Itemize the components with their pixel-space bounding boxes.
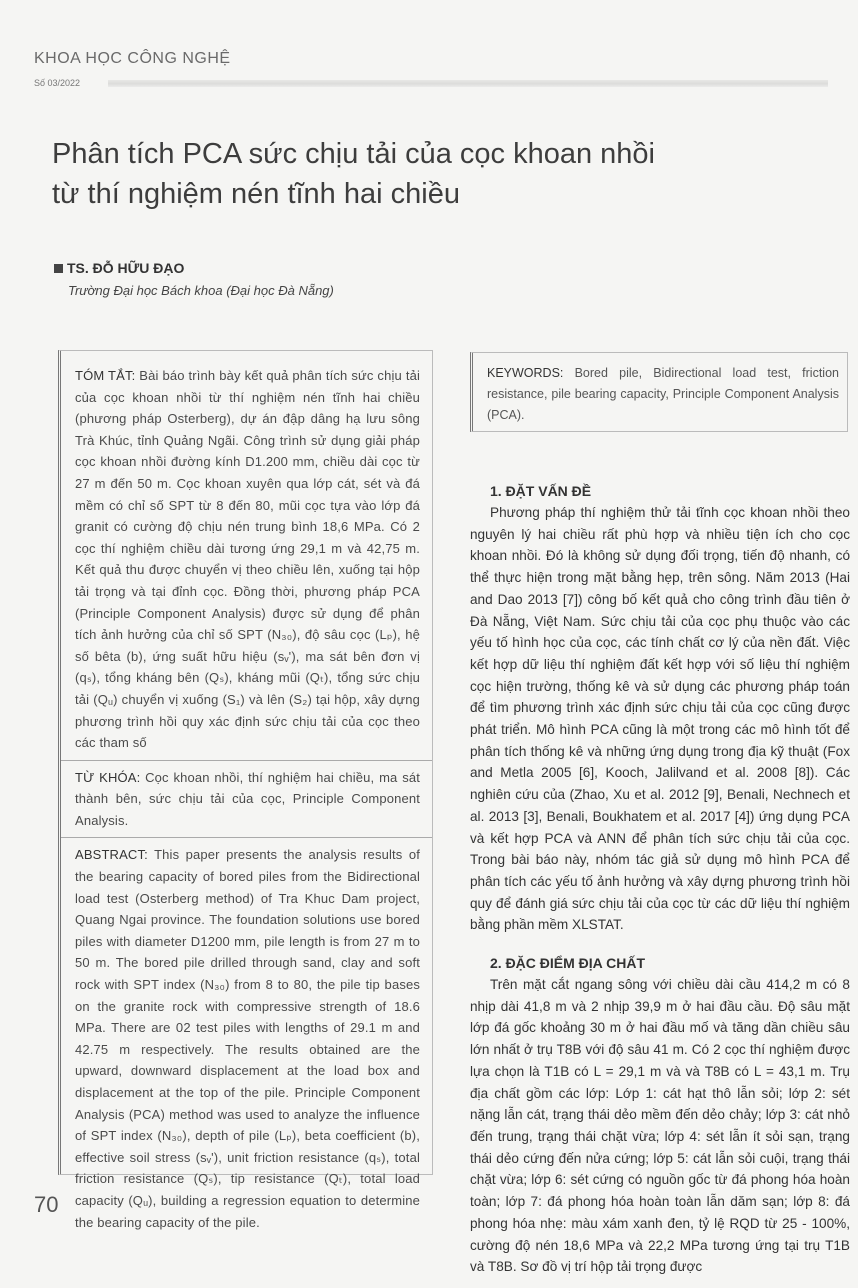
english-abstract [75, 844, 420, 1233]
divider [61, 760, 432, 761]
keywords-text: Bored pile, Bidirectional load test, friction resistance, pile bearing capacity, Principle Component Analysis (PCA). [487, 366, 839, 422]
section-paragraph: Phương pháp thí nghiệm thử tải tĩnh cọc khoan nhồi theo nguyên lý hai chiều rất phù hợp và nhiều tiện ích cho cọc khoan nhồi. Đó là không sử dụng đối trọng, tiến độ nhanh, có thể thực hiện trong mặt bằng hẹp, trên sông. Năm 2013 (Hai and Dao 2013 [7]) công bố kết quả cho công trình đầu tiên ở Đà Nẵng, Việt Nam. Sức chịu tải của cọc phụ thuộc vào các yếu tố hình học của cọc, các tính chất cơ lý của nền đất. Việc kết hợp dữ liệu thí nghiệm đất kết hợp với số liệu thí nghiệm cọc hiện trường, thống kê và sử dụng các phương pháp toán để tìm phương trình xác định sức chịu tải của cọc cũng được phát triển. Mô hình PCA cũng là một trong các mô hình tốt để phân tích thống kê và những ứng dụng trong địa kỹ thuật (Fox and Metla 2005 [6], Kooch, Jalilvand et al. 2008 [8]). Các nghiên cứu của (Zhao, Xu et al. 2012 [9], Benali, Nechnech et al. 2013 [3], Benali, Boukhatem et al. 2017 [4]) ứng dụng PCA và kết hợp PCA và ANN để phân tích sức chịu tải của cọc. Trong bài báo này, nhóm tác giả sử dụng mô hình PCA để phân tích các yếu tố ảnh hưởng và xây dựng phương trình hồi quy để đánh giá sức chịu tải của cọc từ các dữ liệu thí nghiệm bằng phần mềm XLSTAT. [470, 505, 850, 933]
title-line-2: từ thí nghiệm nén tĩnh hai chiều [52, 178, 460, 210]
page-number: 70 [34, 1192, 59, 1217]
bullet-square-icon [54, 264, 63, 273]
header-divider [108, 80, 828, 87]
keywords-vi-label: TỪ KHÓA: [75, 769, 141, 785]
abstract-label: ABSTRACT: [75, 847, 148, 863]
affiliation: Trường Đại học Bách khoa (Đại học Đà Nẵng) [68, 283, 334, 298]
vietnamese-summary [75, 365, 420, 754]
summary-label: TÓM TẮT: [75, 368, 136, 383]
abstract-text: This paper presents the analysis results of the bearing capacity of bored piles from the Bidirectional load test (Osterberg method) of Tra Khuc Dam project, Quang Ngai province. The foundation solutions use bored piles with diameter D1200 mm, pile length is from 27 m to 50 m. The bored pile drilled through sand, clay and soft rock with SPT index (N₃₀) from 8 to 80, the pile tip bases on the granite rock with compressive strength of 18.6 MPa. There are 02 test piles with lengths of 29.1 m and 42.75 m respectively. The results obtained are the upward, downward displacement at the load box and displacement at the top of the pile. Principle Component Analysis (PCA) method was used to analyze the influence of SPT index (N₃₀), depth of pile (Lₚ), beta coefficient (b), effective soil stress (sᵥ'), unit friction resistance (qₛ), total friction resistance (Qₛ), tip resistance (Qₜ), total load capacity (Qᵤ), building a regression equation to determine the bearing capacity of the pile. [75, 847, 420, 1230]
keywords-box [470, 352, 848, 432]
abstract-box [58, 350, 433, 1230]
body-column [470, 480, 850, 1288]
author-name: TS. ĐỖ HỮU ĐẠO [67, 260, 185, 276]
divider [61, 837, 432, 838]
section-paragraph: Trên mặt cắt ngang sông với chiều dài cầu 414,2 m có 8 nhịp dài 41,8 m và 2 nhịp 39,9 m ở hai đầu cầu. Độ sâu mặt lớp đá gốc khoảng 30 m ở hai đầu mố và tăng dần chiều sâu lớn nhất ở trụ T8B với độ sâu 41 m. Có 2 cọc thí nghiệm được lựa chọn là T1B có L = 29,1 m và và T8B có L = 43,1 m. Trụ địa chất gồm các lớp: Lớp 1: cát hạt thô lẫn sỏi; lớp 2: sét nặng lẫn cát, trạng thái dẻo mềm đến dẻo chảy; lớp 3: cát nhỏ đến trung, trạng thái chặt vừa; lớp 4: sét lẫn ít sỏi sạn, trạng thái dẻo cứng đến nửa cứng; lớp 5: cát lẫn sỏi cuội, trạng thái chặt vừa; lớp 6: sét cứng có nguồn gốc từ đá phong hóa hoàn toàn; lớp 7: đá phong hóa hoàn toàn lẫn dăm sạn; lớp 8: đá phong hóa nhẹ: màu xám xanh đen, tỷ lệ RQD từ 25 - 100%, cường độ nén 18,6 MPa và 22,2 MPa tương ứng tại trụ T1B và T8B. Sơ đồ vị trí hộp tải trọng được [470, 977, 850, 1275]
section-heading: 2. ĐẶC ĐIỂM ĐỊA CHẤT [490, 955, 646, 972]
section-label: KHOA HỌC CÔNG NGHỆ [34, 50, 231, 67]
issue-number: Số 03/2022 [34, 78, 81, 88]
article-title [52, 134, 655, 214]
title-line-1: Phân tích PCA sức chịu tải của cọc khoan nhồi [52, 138, 655, 170]
section-heading: 1. ĐẶT VẤN ĐỀ [490, 483, 592, 499]
author [54, 260, 184, 276]
keywords-label: KEYWORDS: [487, 366, 564, 380]
keywords-vi-text: Cọc khoan nhồi, thí nghiệm hai chiều, ma sát thành bên, sức chịu tải của cọc, Principle Component Analysis. [75, 769, 420, 828]
vietnamese-keywords [75, 767, 420, 832]
summary-text: Bài báo trình bày kết quả phân tích sức chịu tải của cọc khoan nhồi từ thí nghiệm nén tĩnh hai chiều (phương pháp Osterberg), dự án đập dâng hạ lưu sông Trà Khúc, tỉnh Quảng Ngãi. Công trình sử dụng giải pháp cọc khoan nhồi đường kính D1.200 mm, chiều dài cọc từ 27 m đến 50 m. Cọc khoan xuyên qua lớp cát, sét và đá mềm có chỉ số SPT từ 8 đến 80, mũi cọc tựa vào lớp đá granit có cường độ chịu nén trung bình 18,6 MPa. Có 2 cọc thí nghiệm chiều dài tương ứng 29,1 m và 42,75 m. Kết quả thu được chuyển vị theo chiều lên, xuống tại hộp tải trọng và tại đỉnh cọc. Đồng thời, phương pháp PCA (Principle Component Analysis) được sử dụng để phân tích ảnh hưởng của chỉ số SPT (N₃₀), độ sâu cọc (Lₚ), hệ số bêta (b), ứng suất hữu hiệu (sᵥ'), ma sát bên đơn vị (qₛ), tổng kháng bên (Qₛ), kháng mũi (Qₜ), tổng sức chịu tải (Qᵤ) chuyển vị xuống (S₁) và lên (S₂) tại hộp, xây dựng phương trình hồi quy xác định sức chịu tải của cọc theo các tham số [75, 368, 420, 751]
